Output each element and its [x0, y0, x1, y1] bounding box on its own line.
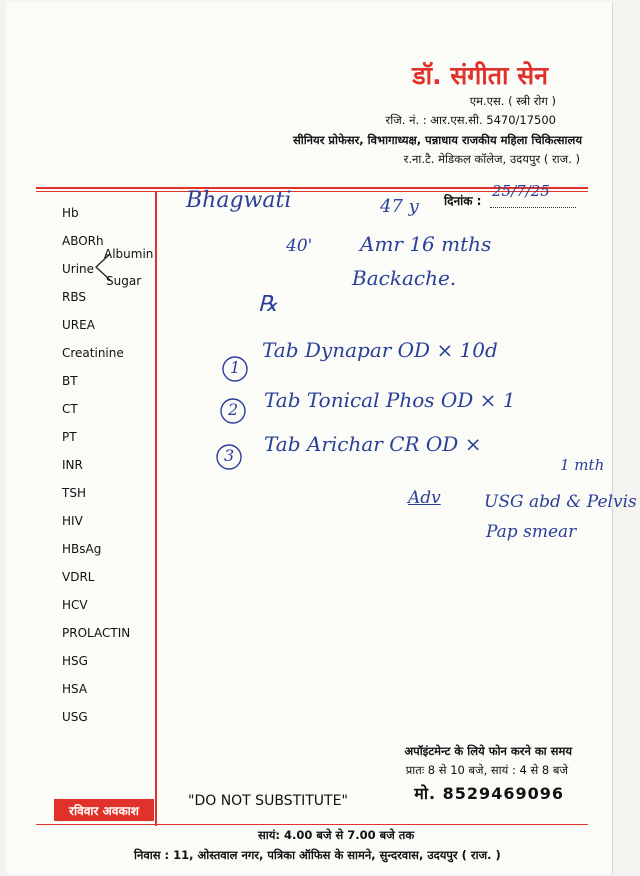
evening-timing: सायं: 4.00 बजे से 7.00 बजे तक: [258, 828, 415, 842]
test-urea: UREA: [62, 318, 95, 332]
advice-text-2: Pap smear: [486, 522, 577, 542]
test-sugar: Sugar: [106, 274, 142, 288]
sunday-holiday-badge: [54, 799, 154, 821]
test-hcv: HCV: [62, 598, 88, 612]
rx2-medicine: Tab Tonical Phos OD × 1: [264, 388, 516, 412]
patient-age: 47 y: [380, 196, 419, 217]
test-pt: PT: [62, 430, 77, 444]
rx3-number: 3: [224, 446, 235, 465]
test-ct: CT: [62, 402, 78, 416]
complaint-text: Amr 16 mths: [360, 232, 492, 256]
date-label: दिनांक :: [444, 194, 482, 208]
test-hiv: HIV: [62, 514, 83, 528]
rx1-number: 1: [230, 358, 241, 377]
test-rbs: RBS: [62, 290, 86, 304]
do-not-substitute: "DO NOT SUBSTITUTE": [188, 793, 348, 809]
sidebar-divider: [155, 192, 157, 826]
prescription-date: 25/7/25: [492, 182, 550, 200]
test-usg: USG: [62, 710, 88, 724]
test-inr: INR: [62, 458, 83, 472]
rx3-duration: 1 mth: [560, 456, 605, 474]
test-prolactin: PROLACTIN: [62, 626, 131, 640]
test-hsa: HSA: [62, 682, 88, 696]
rx3-medicine: Tab Arichar CR OD ×: [264, 432, 482, 456]
test-tsh: TSH: [62, 486, 86, 500]
test-vdrl: VDRL: [62, 570, 95, 584]
test-albumin: Albumin: [104, 247, 154, 261]
registration-number: रजि. नं. : आर.एस.सी. 5470/17500: [385, 113, 556, 127]
doctor-degree: एम.एस. ( स्त्री रोग ): [469, 94, 556, 108]
rx2-number: 2: [228, 400, 239, 419]
doctor-designation: सीनियर प्रोफेसर, विभागाध्यक्ष, पन्नाधाय राजकीय महिला चिकित्सालय: [292, 133, 582, 147]
doctor-name: डॉ. संगीता सेन: [412, 61, 548, 90]
sunday-holiday-text: रविवार अवकाश: [69, 803, 139, 818]
test-bt: BT: [62, 374, 78, 388]
test-creatinine: Creatinine: [62, 346, 124, 360]
complaint-prefix: 40': [286, 236, 313, 256]
test-hb: Hb: [62, 206, 79, 220]
advice-text: USG abd & Pelvis: [484, 492, 637, 512]
complaint-text-2: Backache.: [352, 266, 457, 290]
college-name: र.ना.टै. मेडिकल कॉलेज, उदयपुर ( राज. ): [403, 152, 580, 166]
test-hsg: HSG: [62, 654, 88, 668]
mobile-number: मो. 8529469096: [414, 784, 564, 803]
residence-address: निवास : 11, ओस्तवाल नगर, पत्रिका ऑफिस के सामने, सुन्दरवास, उदयपुर ( राज. ): [134, 848, 501, 862]
test-hbsag: HBsAg: [62, 542, 102, 556]
test-urine: Urine: [62, 262, 95, 276]
test-aborh: ABORh: [62, 234, 104, 248]
rx1-medicine: Tab Dynapar OD × 10d: [262, 338, 498, 362]
date-line: [490, 207, 576, 208]
patient-name: Bhagwati: [186, 188, 292, 213]
rx-symbol: ℞: [258, 292, 278, 317]
appointment-time-label: अपॉइंटमेन्ट के लिये फोन करने का समय: [404, 744, 572, 758]
appointment-times: प्रातः 8 से 10 बजे, सायं : 4 से 8 बजे: [405, 763, 568, 777]
advice-label: Adv: [408, 488, 441, 508]
prescription-page: [6, 2, 637, 874]
footer-divider: [36, 824, 588, 825]
